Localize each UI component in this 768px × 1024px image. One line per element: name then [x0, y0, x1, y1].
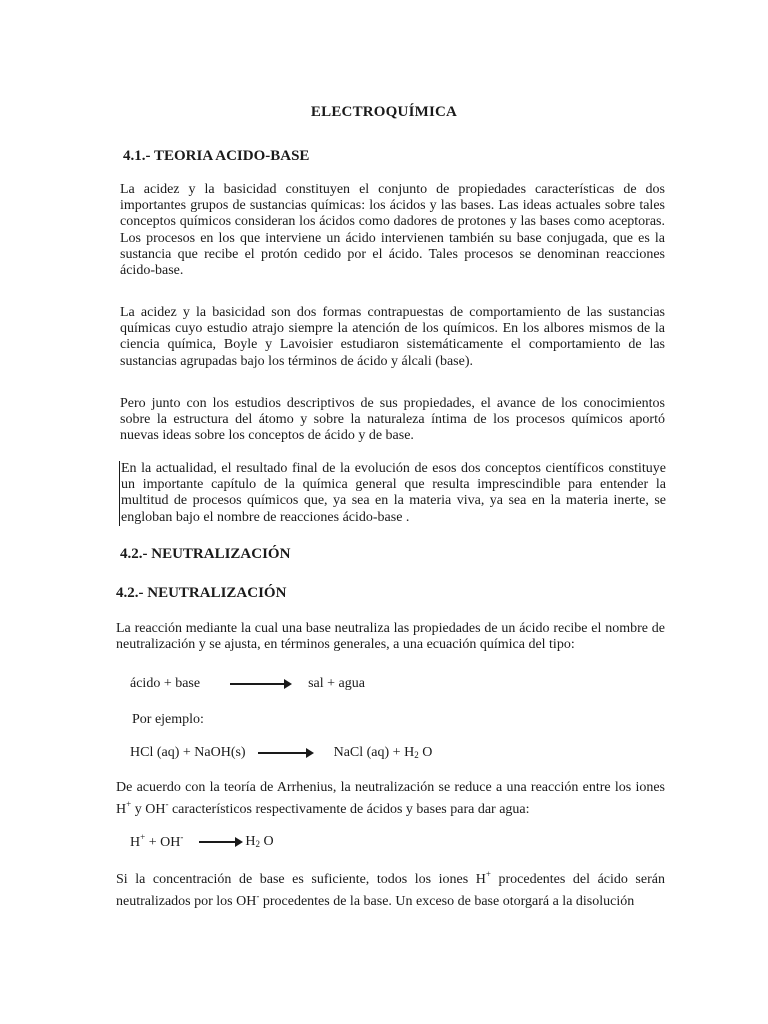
paragraph-3: Pero junto con los estudios descriptivos de sus propiedades, el avance de los conocimientos sobre la estructura del átomo y sobre la naturaleza íntima de los procesos químicos aportó nuevas ideas sobre los conceptos de ácido y de base. [120, 396, 665, 444]
equation-example-left: HCl (aq) + NaOH(s) [130, 745, 246, 760]
paragraph-1: La acidez y la basicidad constituyen el conjunto de propiedades características de dos importantes grupos de sustancias químicas: los ácidos y las bases. Las ideas actuales sobre tales conceptos químicos consideran los ácidos como dadores de protones y las bases como aceptoras. Los procesos en los que interviene un ácido intervienen también su base conjugada, que es la sustancia que recibe el protón cedido por el ácido. Tales procesos se denominan reacciones ácido-base. [120, 182, 665, 279]
equation-water [130, 832, 274, 851]
neutralization-paragraph-3: Si la concentración de base es suficiente, todos los iones H+ procedentes del ácido serán neutralizados por los OH- procedentes de la base. Un exceso de base otorgará a la disolución [116, 869, 665, 910]
equation-water-left: H+ + OH- [130, 832, 184, 850]
equation-general [130, 676, 365, 692]
reaction-arrow-icon [230, 683, 290, 685]
paragraph-2: La acidez y la basicidad son dos formas contrapuestas de comportamiento de las sustancias químicas cuyo estudio atrajo siempre la atención de los químicos. En los albores mismos de la ciencia química, Boyle y Lavoisier estudiaron sistemáticamente el comportamiento de las sustancias agrupadas bajo los términos de ácido y álcali (base). [120, 305, 665, 369]
section-heading-neutralization-a: 4.2.- NEUTRALIZACIÓN [120, 546, 291, 562]
paragraph-4: En la actualidad, el resultado final de la evolución de esos dos conceptos científicos constituye un importante capítulo de la química general que resulta imprescindible para entender la multitud de procesos químicos que, ya sea en la materia viva, ya sea en la materia inerte, se engloban bajo el nombre de reacciones ácido-base . [121, 461, 666, 525]
section-heading-acid-base: 4.1.- TEORIA ACIDO-BASE [123, 148, 310, 164]
reaction-arrow-icon [258, 752, 312, 754]
neutralization-paragraph-1: La reacción mediante la cual una base neutraliza las propiedades de un ácido recibe el nombre de neutralización y se ajusta, en términos generales, a una ecuación química del tipo: [116, 621, 665, 653]
equation-example-right: NaCl $(aq) + H_2$ O [333, 745, 433, 760]
equation-example [130, 745, 432, 761]
reaction-arrow-icon [199, 841, 241, 843]
equation-general-left: ácido + base [130, 676, 201, 691]
equation-water-right: $H_2$ O [245, 833, 274, 849]
equation-general-right: sal + agua [308, 676, 365, 691]
section-heading-neutralization-b: 4.2.- NEUTRALIZACIÓN [116, 585, 287, 601]
example-label: Por ejemplo: [132, 712, 204, 727]
neutralization-paragraph-2: De acuerdo con la teoría de Arrhenius, la neutralización se reduce a una reacción entre los iones H+ y OH- característicos respectivamente de ácidos y bases para dar agua: [116, 780, 665, 818]
page-title: ELECTROQUÍMICA [310, 104, 458, 120]
